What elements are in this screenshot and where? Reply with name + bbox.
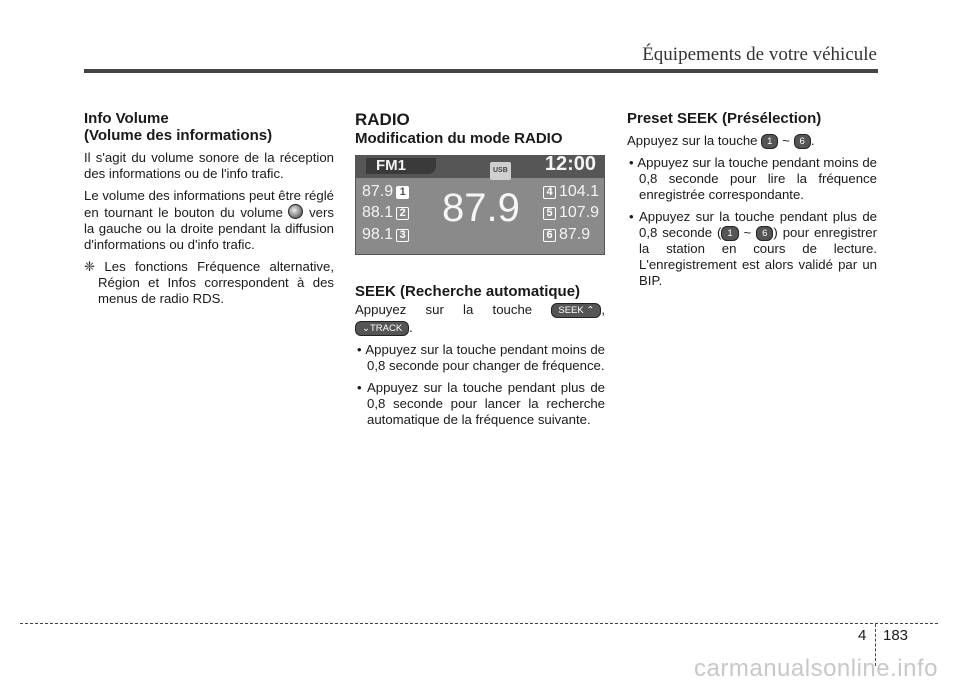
- column-preset-seek: [627, 110, 877, 295]
- info-volume-heading-line1: Info Volume: [84, 110, 169, 127]
- preset-right-4: [540, 183, 599, 201]
- display-clock: 12:00: [544, 155, 596, 175]
- track-key-icon: ⌄TRACK: [355, 321, 409, 336]
- preset-key-6-icon: 6: [794, 134, 811, 149]
- preset-bullet-1-text: Appuyez sur la touche pendant moins de 0,8 seconde pour lire la fréquence enregistrée correspondante.: [637, 155, 878, 202]
- preset-left-1: [362, 183, 412, 201]
- radio-mode-subtitle: Modification du mode RADIO: [355, 130, 563, 147]
- seek-key-label: SEEK: [558, 305, 584, 316]
- rds-note: [84, 259, 334, 307]
- preset-right-6: [540, 226, 590, 244]
- preset-number: 3: [396, 229, 409, 242]
- info-volume-para2: [84, 188, 334, 253]
- page-header-title: Équipements de votre véhicule: [642, 44, 877, 65]
- info-volume-para2-after: vers la gauche ou la droite pendant la diffusion d'informations ou d'info trafic.: [84, 205, 334, 252]
- preset-key-1-icon: 1: [761, 134, 778, 149]
- preset-freq: 88.1: [362, 204, 394, 221]
- display-mode-label: FM1: [366, 158, 436, 174]
- info-volume-heading-line2: (Volume des informations): [84, 127, 273, 144]
- seek-bullet-1-text: Appuyez sur la touche pendant moins de 0,8 seconde pour changer de fréquence.: [365, 342, 606, 373]
- preset-number: 4: [543, 186, 556, 199]
- preset-number: 6: [543, 229, 556, 242]
- preset-number: 5: [543, 207, 556, 220]
- display-frequency: 87.9: [442, 186, 520, 230]
- column-info-volume: [84, 110, 334, 313]
- seek-intro-text: Appuyez sur la touche: [355, 302, 533, 317]
- note-marker-icon: ❈: [84, 259, 96, 274]
- preset-bullet-2-before: Appuyez sur la touche pendant plus de 0,8 seconde (: [638, 209, 877, 240]
- seek-key-icon: SEEK ⌃: [551, 303, 601, 318]
- info-volume-heading: [84, 110, 334, 144]
- header-rule: [84, 69, 878, 73]
- preset-intro-text: Appuyez sur la touche: [627, 133, 758, 148]
- preset-key-1-icon: 1: [721, 226, 738, 241]
- seek-bullet-2: • Appuyez sur la touche pendant plus de 0,8 seconde pour lancer la recherche automatique de la fréquence suivante.: [357, 380, 605, 427]
- preset-intro: Appuyez sur la touche 1 ~ 6 .: [627, 133, 815, 148]
- preset-freq: 87.9: [362, 183, 394, 200]
- preset-left-3: [362, 226, 412, 244]
- seek-intro: Appuyez sur la touche SEEK ⌃ ,: [355, 302, 605, 317]
- info-volume-para1: Il s'agit du volume sonore de la réception des informations ou de l'info trafic.: [84, 150, 334, 181]
- preset-freq: 87.9: [559, 226, 591, 243]
- seek-heading: SEEK (Recherche automatique): [355, 283, 581, 300]
- page-number: 183: [883, 627, 909, 644]
- page-chapter: 4: [858, 627, 867, 644]
- seek-bullet-2-text: Appuyez sur la touche pendant plus de 0,8 seconde pour lancer la recherche automatique de la fréquence suivante.: [366, 380, 605, 427]
- rds-note-text: Les fonctions Fréquence alternative, Région et Infos correspondent à des menus de radio RDS.: [98, 259, 335, 306]
- preset-left-2: [362, 204, 412, 222]
- preset-tilde: ~: [743, 225, 752, 240]
- volume-knob-icon: [288, 204, 303, 219]
- preset-number: 1: [396, 186, 409, 199]
- preset-right-5: [540, 204, 599, 222]
- info-volume-para2-before: Le volume des informations peut être réglé en tournant le bouton du volume: [84, 188, 334, 220]
- preset-freq: 98.1: [362, 226, 394, 243]
- seek-bullet-1: • Appuyez sur la touche pendant moins de 0,8 seconde pour changer de fréquence.: [357, 342, 606, 373]
- track-key-label: TRACK: [369, 323, 403, 334]
- preset-seek-heading: Preset SEEK (Présélection): [627, 110, 822, 127]
- preset-number: 2: [396, 207, 409, 220]
- preset-bullet-2: • Appuyez sur la touche pendant plus de 0,8 seconde ( 1 ~ 6 ) pour enregistrer la station en cours de lecture. L'enregistrement est alors validé par un BIP.: [629, 209, 877, 288]
- footer-rule: [20, 623, 938, 624]
- preset-key-6-icon: 6: [756, 226, 773, 241]
- preset-freq: 107.9: [559, 204, 600, 221]
- preset-tilde: ~: [782, 133, 790, 148]
- watermark: carmanualsonline.info: [694, 655, 938, 682]
- preset-freq: 104.1: [559, 183, 600, 200]
- radio-title: RADIO: [355, 110, 410, 129]
- preset-bullet-1: • Appuyez sur la touche pendant moins de 0,8 seconde pour lire la fréquence enregistrée correspondante.: [629, 155, 878, 202]
- display-usb-badge: USB: [490, 162, 511, 180]
- track-line: ⌄TRACK .: [355, 320, 605, 336]
- column-radio: [355, 110, 605, 434]
- radio-display-image: [355, 155, 605, 255]
- preset-bullet-2-after: ) pour enregistrer la station en cours de lecture. L'enregistrement est alors validé par un BIP.: [639, 225, 877, 288]
